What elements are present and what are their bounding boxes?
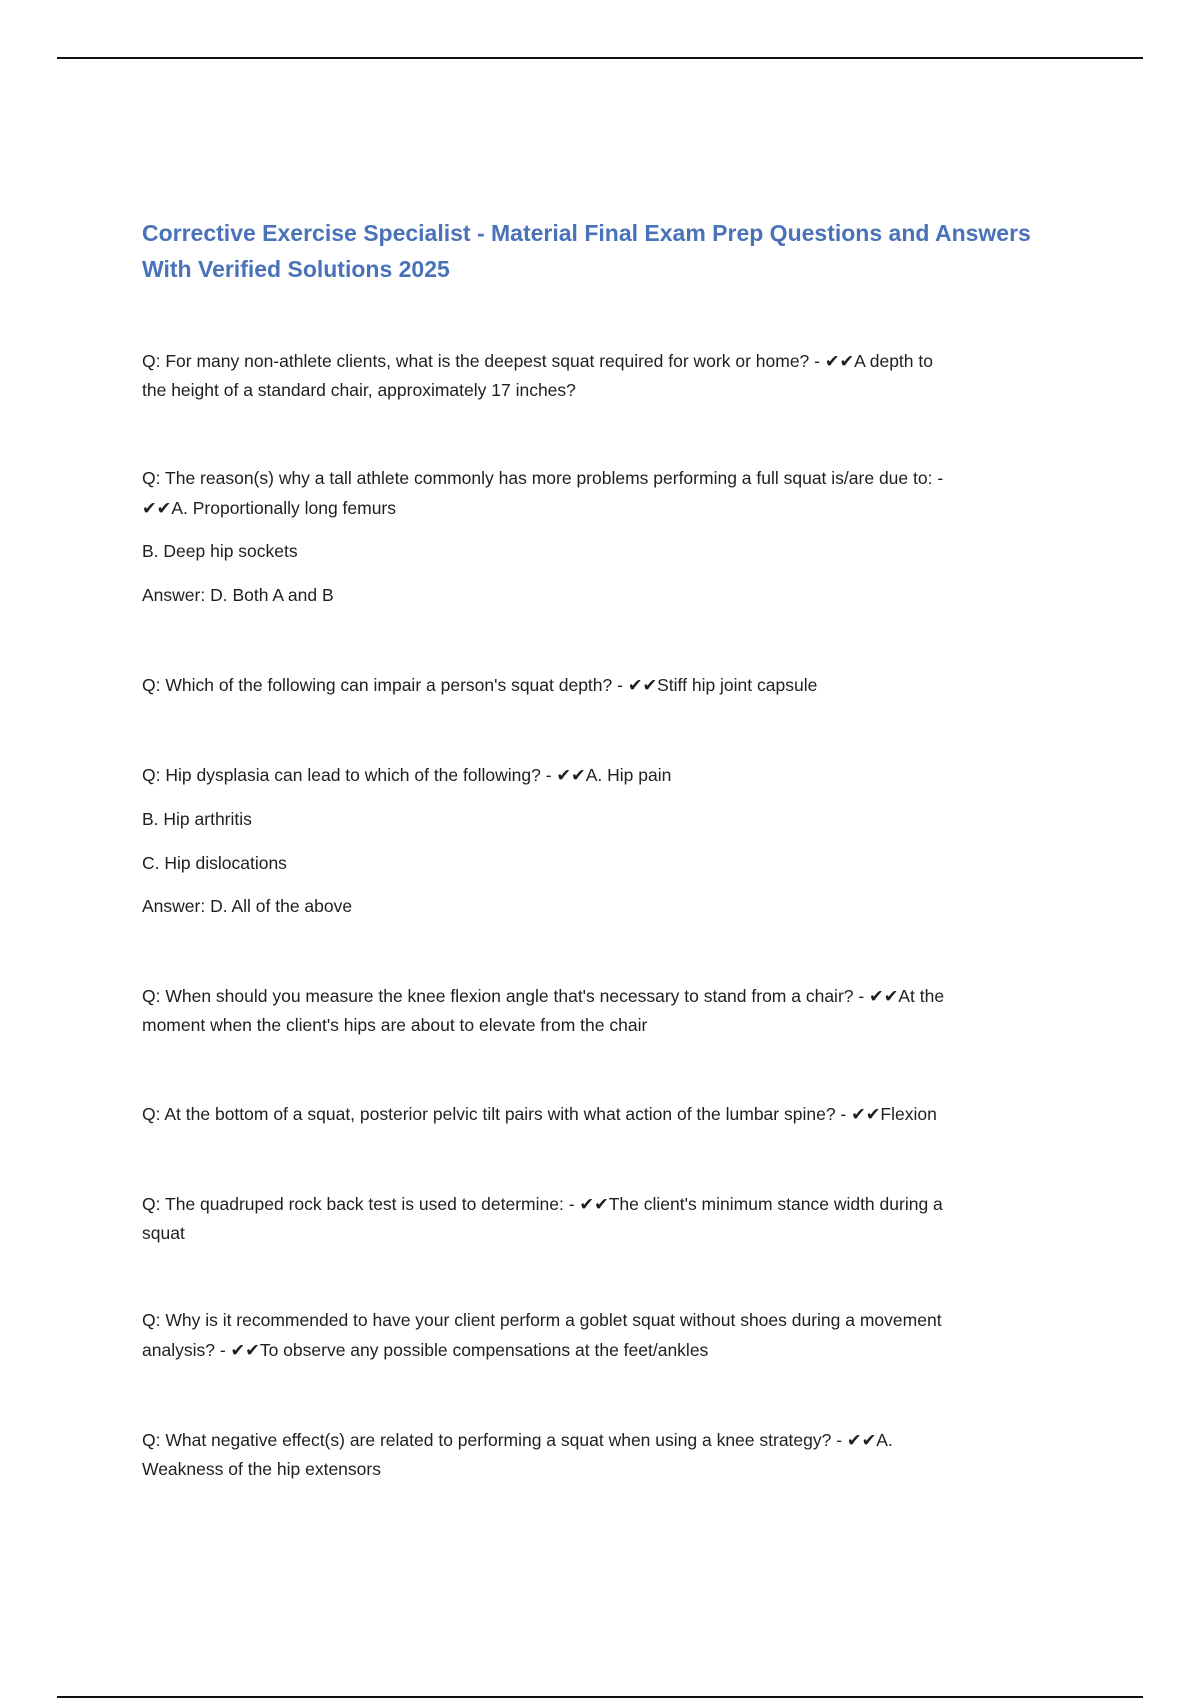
q8-line-2: analysis? - ✔✔To observe any possible compensations at the feet/ankles xyxy=(142,1340,709,1360)
q3-line-1: Q: Which of the following can impair a person's squat depth? - ✔✔Stiff hip joint capsule xyxy=(142,675,818,695)
q4-answer: Answer: D. All of the above xyxy=(142,896,353,916)
header-rule xyxy=(57,57,1143,59)
q4-option-b: B. Hip arthritis xyxy=(142,809,252,829)
q7-line-2: squat xyxy=(142,1223,185,1243)
q9-line-2: Weakness of the hip extensors xyxy=(142,1459,381,1479)
title-line-1: Corrective Exercise Specialist - Material Final Exam Prep Questions and Answers xyxy=(142,220,1031,246)
q4-line-1: Q: Hip dysplasia can lead to which of the following? - ✔✔A. Hip pain xyxy=(142,765,672,785)
q6-line-1: Q: At the bottom of a squat, posterior pelvic tilt pairs with what action of the lumbar spine? - ✔✔Flexion xyxy=(142,1104,937,1124)
q2-option-b: B. Deep hip sockets xyxy=(142,541,298,561)
q2-line-2: ✔✔A. Proportionally long femurs xyxy=(142,498,397,518)
q1-line-1: Q: For many non-athlete clients, what is the deepest squat required for work or home? - ✔✔A depth to xyxy=(142,351,933,371)
document-title xyxy=(142,215,1077,287)
q1-line-2: the height of a standard chair, approximately 17 inches? xyxy=(142,380,576,400)
q2-line-1: Q: The reason(s) why a tall athlete commonly has more problems performing a full squat is/are due to: - xyxy=(142,468,944,488)
q5-line-2: moment when the client's hips are about to elevate from the chair xyxy=(142,1015,648,1035)
q9-line-1: Q: What negative effect(s) are related to performing a squat when using a knee strategy? - ✔✔A. xyxy=(142,1430,893,1450)
q8-line-1: Q: Why is it recommended to have your client perform a goblet squat without shoes during a movement xyxy=(142,1310,942,1330)
q5-line-1: Q: When should you measure the knee flexion angle that's necessary to stand from a chair? - ✔✔At the xyxy=(142,986,945,1006)
footer-rule xyxy=(57,1696,1143,1698)
title-line-2: With Verified Solutions 2025 xyxy=(142,256,450,282)
q4-option-c: C. Hip dislocations xyxy=(142,853,287,873)
q2-answer: Answer: D. Both A and B xyxy=(142,585,334,605)
q7-line-1: Q: The quadruped rock back test is used to determine: - ✔✔The client's minimum stance width during a xyxy=(142,1194,943,1214)
